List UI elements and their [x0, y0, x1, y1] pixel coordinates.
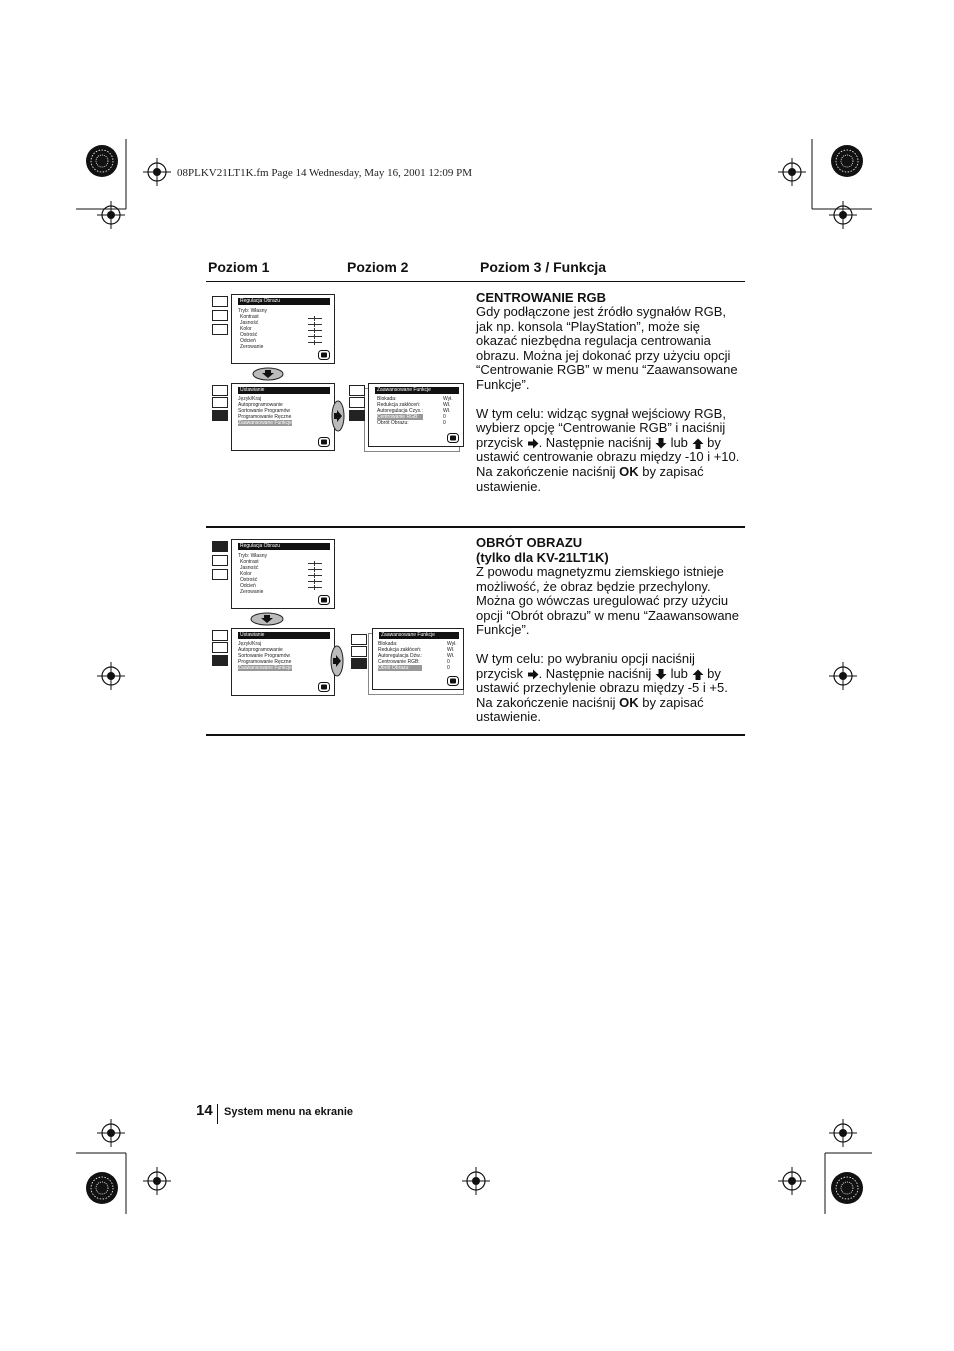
menu-list — [238, 396, 292, 426]
paragraph: Gdy podłączone jest źródło sygnałów RGB, jak np. konsola “PlayStation”, może się okazać niezbędna regulacja centrowania obrazu. Można jej dokonać przy użyciu opcji “Centrowanie RGB” w menu “Zaawansowane Funkcje”. — [476, 304, 738, 392]
text: . Następnie naciśnij — [538, 665, 652, 681]
menu-title: Regulacja Obrazu — [238, 298, 330, 305]
menu-item: Redukcja zakłóceń: — [378, 647, 422, 653]
text: W tym celu: widząc sygnał wejściowy RGB, wybierz opcję “Centrowanie RGB” i naciśnij przycisk — [476, 405, 726, 450]
menu-item: Sortowanie Programów — [238, 653, 290, 659]
ok-button-icon — [318, 350, 330, 360]
menu-item: Autoregulacja Czys.: — [377, 408, 423, 414]
ok-button-icon — [318, 595, 330, 605]
menu-item: Tryb: Własny — [238, 308, 267, 314]
menu-value: Wł. — [447, 647, 455, 653]
menu-item: Programowanie Ręczne — [238, 659, 292, 665]
menu-item-selected: Zaawansowane Funkcje — [238, 420, 292, 426]
slider-bar — [308, 324, 322, 325]
menu-values — [443, 396, 453, 426]
menu-value: 0 — [447, 665, 450, 671]
down-arrow-icon — [655, 669, 667, 680]
menu-list — [377, 396, 423, 426]
page-number: 14 — [196, 1102, 213, 1119]
ok-button-icon — [447, 676, 459, 686]
footer-separator — [217, 1104, 218, 1124]
paragraph — [476, 652, 744, 725]
timer-icon — [351, 646, 367, 657]
menu-item: Sortowanie Programów — [238, 408, 290, 414]
setup-icon — [212, 569, 228, 580]
ok-key-label: OK — [619, 694, 639, 710]
slider-bar — [308, 336, 322, 337]
menu-item: Zerowanie — [240, 589, 264, 595]
text: W tym celu: po wybraniu opcji naciśnij przycisk — [476, 650, 695, 681]
slider-bar — [308, 581, 322, 582]
menu-title: Zaawansowane Funkcje — [379, 632, 459, 639]
right-button-icon — [330, 645, 344, 677]
menu-item: Redukcja zakłóceń: — [377, 402, 421, 408]
advanced-menu-screen — [368, 383, 464, 447]
picture-menu-icon — [212, 541, 228, 552]
menu-item: Odcień — [240, 338, 256, 344]
text: by zapisać ustawienie. — [476, 694, 704, 725]
menu-item: Kontrast — [240, 314, 259, 320]
ok-button-icon — [318, 437, 330, 447]
slider-bar — [308, 342, 322, 343]
slider-bar — [308, 318, 322, 319]
setup-menu-screen — [231, 628, 335, 696]
picture-menu-icon — [212, 385, 228, 396]
picture-menu-icon — [351, 634, 367, 645]
section-centrowanie-rgb — [476, 290, 744, 494]
timer-icon — [212, 397, 228, 408]
ok-button-icon — [447, 433, 459, 443]
text: lub — [670, 434, 688, 450]
section-text — [476, 565, 744, 725]
timer-icon — [212, 555, 228, 566]
timer-icon — [212, 310, 228, 321]
setup-icon — [349, 410, 365, 421]
menu-item: Kolor — [240, 571, 252, 577]
advanced-menu-screen — [372, 628, 464, 690]
menu-list — [238, 553, 267, 595]
picture-menu-icon — [212, 630, 228, 641]
menu-value: Wył. — [443, 396, 453, 402]
column-heading-level-3: Poziom 3 / Funkcja — [480, 259, 607, 275]
menu-item: Blokada: — [377, 396, 397, 402]
text: by zapisać ustawienie. — [476, 463, 704, 494]
picture-menu-screen — [231, 294, 335, 364]
menu-item: Jasność — [240, 565, 259, 571]
slider-bar — [308, 563, 322, 564]
menu-value: Wył. — [447, 641, 457, 647]
menu-list — [238, 641, 292, 671]
menu-value: Wł. — [443, 402, 451, 408]
menu-value: Wł. — [443, 408, 451, 414]
menu-item-selected: Obrót Obrazu: — [378, 665, 422, 671]
menu-item: Kolor — [240, 326, 252, 332]
menu-item: Obrót Obrazu: — [377, 420, 409, 426]
right-arrow-icon — [527, 438, 539, 449]
footer-section-name: System menu na ekranie — [224, 1106, 354, 1118]
ok-button-icon — [318, 682, 330, 692]
up-arrow-icon — [692, 438, 704, 449]
ok-key-label: OK — [619, 463, 639, 479]
menu-value: Wł. — [447, 653, 455, 659]
menu-item: Blokada: — [378, 641, 398, 647]
menu-diagram-2 — [206, 537, 466, 707]
column-heading-level-1: Poziom 1 — [208, 259, 270, 275]
menu-item-selected: Zaawansowane Funkcje — [238, 665, 292, 671]
menu-title: Ustawianie — [238, 387, 330, 394]
setup-menu-screen — [231, 383, 335, 451]
menu-title: Regulacja Obrazu — [238, 543, 330, 550]
menu-item: Centrowanie RGB: — [378, 659, 420, 665]
section-obrot-obrazu — [476, 535, 744, 725]
section-title: CENTROWANIE RGB — [476, 290, 606, 305]
menu-diagram-1 — [206, 292, 466, 462]
menu-item: Autoregulacja Dźw.: — [378, 653, 423, 659]
menu-item: Odcień — [240, 583, 256, 589]
section-divider — [206, 526, 745, 528]
menu-value: 0 — [447, 659, 450, 665]
setup-icon — [351, 658, 367, 669]
menu-list — [238, 308, 267, 350]
menu-item: Kontrast — [240, 559, 259, 565]
menu-item: Język/Kraj — [238, 641, 262, 647]
menu-title: Zaawansowane Funkcje — [375, 387, 459, 394]
slider-bar — [308, 587, 322, 588]
picture-menu-icon — [349, 385, 365, 396]
menu-item-selected: Centrowanie RGB: — [377, 414, 423, 420]
section-divider — [206, 734, 745, 736]
section-text — [476, 305, 744, 494]
section-subtitle: (tylko dla KV-21LT1K) — [476, 550, 609, 565]
picture-menu-icon — [212, 296, 228, 307]
down-button-icon — [252, 367, 284, 381]
menu-item: Programowanie Ręczne — [238, 414, 292, 420]
menu-item: Tryb: Własny — [238, 553, 267, 559]
paragraph: Z powodu magnetyzmu ziemskiego istnieje możliwość, że obraz będzie przechylony. Można go wówczas uregulować przy użyciu opcji “Obrót obrazu” w menu “Zaawansowane Funkcje”. — [476, 564, 740, 638]
menu-title: Ustawianie — [238, 632, 330, 639]
paragraph — [476, 407, 744, 495]
down-button-icon — [250, 612, 284, 626]
header-rule — [206, 281, 745, 282]
text: by ustawić przechylenie obrazu między -5 i +5. Na zakończenie naciśnij — [476, 665, 728, 710]
menu-item: Autoprogramowanie — [238, 647, 283, 653]
text: . Następnie naciśnij — [538, 434, 652, 450]
setup-icon — [212, 324, 228, 335]
menu-item: Jasność — [240, 320, 259, 326]
timer-icon — [212, 642, 228, 653]
column-heading-level-2: Poziom 2 — [347, 259, 409, 275]
right-button-icon — [331, 400, 345, 432]
up-arrow-icon — [692, 669, 704, 680]
menu-value: 0 — [443, 414, 446, 420]
setup-icon — [212, 655, 228, 666]
text: lub — [670, 665, 688, 681]
picture-menu-screen — [231, 539, 335, 609]
setup-icon — [212, 410, 228, 421]
menu-value: 0 — [443, 420, 446, 426]
menu-list — [378, 641, 422, 671]
menu-item: Autoprogramowanie — [238, 402, 283, 408]
menu-item: Ostrość — [240, 577, 258, 583]
down-arrow-icon — [655, 438, 667, 449]
menu-item: Język/Kraj — [238, 396, 262, 402]
slider-bar — [308, 330, 322, 331]
slider-bar — [308, 575, 322, 576]
menu-item: Zerowanie — [240, 344, 264, 350]
slider-bar — [308, 569, 322, 570]
section-title: OBRÓT OBRAZU — [476, 535, 583, 550]
menu-item: Ostrość — [240, 332, 258, 338]
right-arrow-icon — [527, 669, 539, 680]
text: by ustawić centrowanie obrazu między -10 i +10. Na zakończenie naciśnij — [476, 434, 740, 479]
menu-values — [447, 641, 457, 671]
print-header: 08PLKV21LT1K.fm Page 14 Wednesday, May 16, 2001 12:09 PM — [177, 167, 473, 179]
timer-icon — [349, 397, 365, 408]
